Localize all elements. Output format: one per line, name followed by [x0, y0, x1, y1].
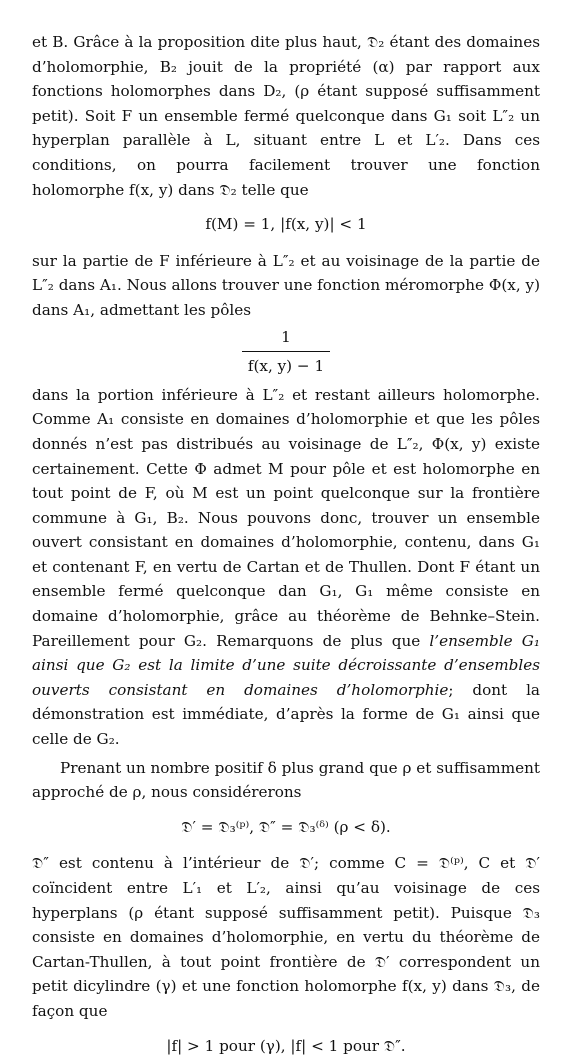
- paragraph-1: [32, 30, 540, 202]
- equation-3-text: |f| > 1 pour (γ), |f| < 1 pour 𝔇″.: [166, 1036, 406, 1055]
- fraction: [242, 325, 330, 379]
- paragraph-2-text: sur la partie de F inférieure à L″₂ et au voisinage de la partie de L″₂ dans A₁. Nous allons trouver une fonction méromorphe Φ(x, y) dans A₁, admettant les pôles: [32, 251, 540, 319]
- paragraph-5-text: 𝔇″ est contenu à l’intérieur de 𝔇′; comme C = 𝔇⁽ᵖ⁾, C et 𝔇′ coïncident entre L′₁ et L′₂, ainsi qu’au voisinage de ces hyperplans (ρ étant supposé suffisamment petit). Puisque 𝔇₃ consiste en domaines d’holomorphie, en vertu du théorème de Cartan-Thullen, à tout point frontière de 𝔇′ correspondent un petit dicylindre (γ) et une fonction holomorphe f(x, y) dans 𝔇₃, de façon que: [32, 854, 540, 1020]
- paragraph-2: [32, 249, 540, 323]
- paragraph-3-text: dans la portion inférieure à L″₂ et restant ailleurs holomorphe. Comme A₁ consiste en domaines d’holomorphie et que les pôles donnés n’est pas distribués au voisinage de L″₂, Φ(x, y) existe certainement. Cette Φ admet M pour pôle et est holomorphe en tout point de F, où M est un point quelconque sur la frontière commune à G₁, B₂. Nous pouvons donc, trouver un ensemble ouvert consistant en domaines d’holomorphie, contenu, dans G₁ et contenant F, en vertu de Cartan et de Thullen. Dont F étant un ensemble fermé quelconque dan G₁, G₁ même consiste en domaine d’holomorphie, grâce au théorème de Behnke–Stein. Pareillement pour G₂. Remarquons de plus que: [32, 385, 540, 650]
- equation-3: [32, 1034, 540, 1058]
- paragraph-4: [32, 756, 540, 805]
- equation-2: [32, 815, 540, 840]
- paragraph-4-text: Prenant un nombre positif δ plus grand que ρ et suffisamment approché de ρ, nous considérerons: [32, 758, 540, 802]
- equation-1-text: f(M) = 1, |f(x, y)| < 1: [205, 215, 367, 234]
- equation-1: [32, 212, 540, 237]
- fraction-numerator: 1: [242, 325, 330, 353]
- equation-fraction: [32, 325, 540, 379]
- fraction-denominator: f(x, y) − 1: [247, 357, 325, 376]
- paragraph-3-end: ; dont la démonstration est immédiate, d’après la forme de G₁ ainsi que celle de G₂.: [32, 680, 540, 749]
- paragraph-1-text: et B. Grâce à la proposition dite plus haut, 𝔇₂ étant des domaines d’holomorphie, B₂ jouit de la propriété (α) par rapport aux fonctions holomorphes dans D₂, (ρ étant supposé suffisamment petit). Soit F un ensemble fermé quelconque dans G₁ soit L″₂ un hyperplan parallèle à L, situant entre L et L′₂. Dans ces conditions, on pourra facilement trouver une fonction holomorphe f(x, y) dans 𝔇₂ telle que: [32, 33, 540, 199]
- paragraph-3-italic: l’ensemble G₁ ainsi que G₂ est la limite d’une suite décroissante d’ensembles ouverts consistant en domaines d’holomorphie: [32, 631, 540, 699]
- paragraph-3: [32, 383, 540, 752]
- paragraph-5: [32, 851, 540, 1023]
- equation-2-text: 𝔇′ = 𝔇₃⁽ᵖ⁾, 𝔇″ = 𝔇₃⁽ᵟ⁾ (ρ < δ).: [181, 817, 391, 836]
